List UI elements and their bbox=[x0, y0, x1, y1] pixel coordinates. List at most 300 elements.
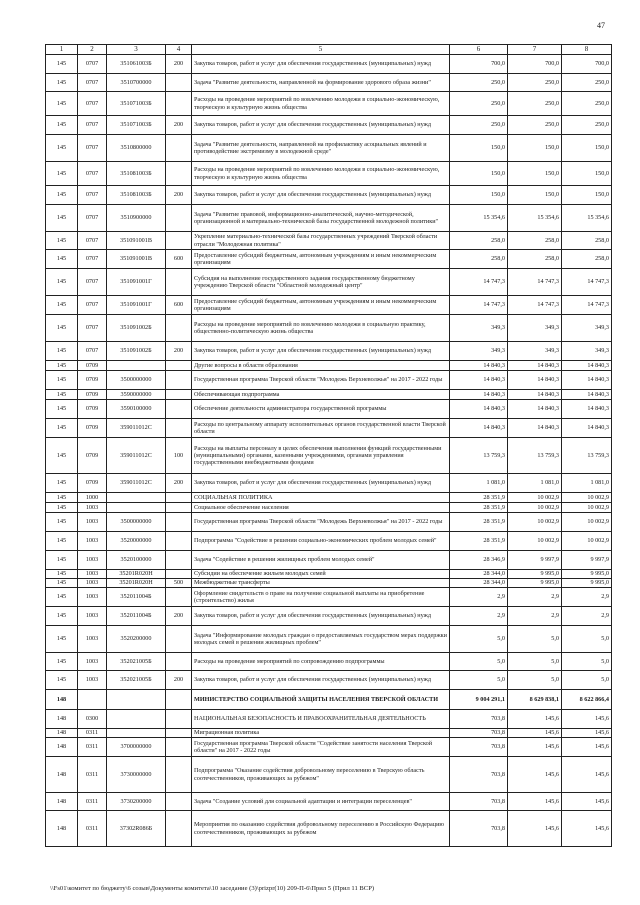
cell-amount-col8: 145,6 bbox=[562, 738, 612, 757]
cell-expense-type: 200 bbox=[166, 116, 192, 135]
cell-target-code: 351071003Б bbox=[107, 116, 166, 135]
table-row bbox=[46, 811, 612, 847]
cell-amount-col6: 703,8 bbox=[450, 793, 508, 811]
cell-expense-type bbox=[166, 361, 192, 371]
cell-section-code: 1003 bbox=[78, 532, 107, 551]
cell-admin-code: 145 bbox=[46, 474, 78, 493]
cell-amount-col8: 2,9 bbox=[562, 607, 612, 626]
cell-description: Задача "Создание условий для социальной адаптации и интеграции переселенцев" bbox=[192, 793, 450, 811]
cell-amount-col7: 14 840,3 bbox=[508, 400, 562, 419]
cell-amount-col6: 703,8 bbox=[450, 729, 508, 738]
cell-admin-code: 145 bbox=[46, 162, 78, 186]
cell-admin-code: 145 bbox=[46, 513, 78, 532]
cell-description: Предоставление субсидий бюджетным, автономным учреждениям и иным некоммерческим организациям bbox=[192, 296, 450, 315]
cell-amount-col8: 14 747,3 bbox=[562, 296, 612, 315]
cell-section-code: 0707 bbox=[78, 269, 107, 296]
cell-amount-col7: 10 002,9 bbox=[508, 503, 562, 513]
cell-target-code: 35201R020H bbox=[107, 579, 166, 588]
cell-amount-col8: 14 840,3 bbox=[562, 390, 612, 400]
cell-amount-col6: 349,3 bbox=[450, 315, 508, 342]
cell-amount-col8: 258,0 bbox=[562, 232, 612, 250]
table-row bbox=[46, 710, 612, 729]
cell-expense-type: 600 bbox=[166, 296, 192, 315]
cell-target-code: 3500000000 bbox=[107, 513, 166, 532]
cell-description: Закупка товаров, работ и услуг для обеспечения государственных (муниципальных) нужд bbox=[192, 116, 450, 135]
cell-section-code bbox=[78, 690, 107, 710]
cell-expense-type: 200 bbox=[166, 671, 192, 690]
cell-expense-type bbox=[166, 74, 192, 92]
cell-description: Мероприятия по оказанию содействия добровольному переселению в Российскую Федерацию соотечественников, проживающих за рубежом bbox=[192, 811, 450, 847]
table-row bbox=[46, 579, 612, 588]
table-row bbox=[46, 503, 612, 513]
table-row bbox=[46, 690, 612, 710]
cell-expense-type bbox=[166, 690, 192, 710]
cell-target-code: 37302R086Б bbox=[107, 811, 166, 847]
cell-amount-col8: 14 840,3 bbox=[562, 371, 612, 390]
cell-admin-code: 145 bbox=[46, 493, 78, 503]
cell-admin-code: 145 bbox=[46, 653, 78, 671]
cell-description: Оформление свидетельств о праве на получение социальной выплаты на приобретение (строительство) жилья bbox=[192, 588, 450, 607]
cell-target-code: 351061003Б bbox=[107, 55, 166, 74]
cell-description: Расходы на проведение мероприятий по вовлечению молодежи в социально-экономическую, творческую и культурную жизнь общества bbox=[192, 162, 450, 186]
cell-admin-code: 148 bbox=[46, 757, 78, 793]
cell-amount-col6: 703,8 bbox=[450, 738, 508, 757]
cell-amount-col7: 14 840,3 bbox=[508, 361, 562, 371]
cell-amount-col6: 28 344,0 bbox=[450, 579, 508, 588]
cell-amount-col8: 9 997,9 bbox=[562, 551, 612, 570]
cell-expense-type bbox=[166, 811, 192, 847]
cell-admin-code: 145 bbox=[46, 400, 78, 419]
cell-admin-code: 145 bbox=[46, 579, 78, 588]
cell-amount-col7: 1 081,0 bbox=[508, 474, 562, 493]
table-row bbox=[46, 729, 612, 738]
cell-expense-type bbox=[166, 710, 192, 729]
cell-amount-col7: 150,0 bbox=[508, 135, 562, 162]
cell-amount-col8: 258,0 bbox=[562, 250, 612, 269]
cell-amount-col6: 349,3 bbox=[450, 342, 508, 361]
cell-target-code: 352011004Б bbox=[107, 607, 166, 626]
cell-description: Подпрограмма "Оказание содействия добровольному переселению в Тверскую область соотечественников, проживающих за рубежом" bbox=[192, 757, 450, 793]
table-row bbox=[46, 74, 612, 92]
cell-admin-code: 145 bbox=[46, 390, 78, 400]
cell-amount-col6: 5,0 bbox=[450, 653, 508, 671]
cell-section-code: 0709 bbox=[78, 419, 107, 438]
cell-amount-col7: 14 747,3 bbox=[508, 269, 562, 296]
cell-amount-col8: 5,0 bbox=[562, 653, 612, 671]
cell-section-code: 0311 bbox=[78, 738, 107, 757]
cell-description: Расходы на выплаты персоналу в целях обеспечения выполнения функций государственными (муниципальными) органами, казенными учреждениями, органами управления государственными внебюджетными фондами bbox=[192, 438, 450, 474]
cell-expense-type bbox=[166, 269, 192, 296]
cell-amount-col7: 14 840,3 bbox=[508, 371, 562, 390]
cell-amount-col8: 145,6 bbox=[562, 757, 612, 793]
cell-expense-type: 500 bbox=[166, 579, 192, 588]
cell-expense-type bbox=[166, 135, 192, 162]
cell-amount-col8: 1 081,0 bbox=[562, 474, 612, 493]
cell-admin-code: 145 bbox=[46, 342, 78, 361]
cell-target-code: 351091001В bbox=[107, 232, 166, 250]
cell-description: Субсидия на выполнение государственного задания государственному бюджетному учреждению Тверской области "Областной молодежный центр" bbox=[192, 269, 450, 296]
cell-section-code: 0311 bbox=[78, 757, 107, 793]
cell-admin-code: 145 bbox=[46, 438, 78, 474]
cell-admin-code: 145 bbox=[46, 186, 78, 205]
cell-section-code: 1003 bbox=[78, 626, 107, 653]
cell-target-code: 351091001Г bbox=[107, 296, 166, 315]
cell-amount-col6: 14 840,3 bbox=[450, 371, 508, 390]
cell-expense-type bbox=[166, 570, 192, 579]
cell-amount-col7: 250,0 bbox=[508, 92, 562, 116]
cell-admin-code: 145 bbox=[46, 419, 78, 438]
cell-target-code: 359011012С bbox=[107, 419, 166, 438]
cell-description: Закупка товаров, работ и услуг для обеспечения государственных (муниципальных) нужд bbox=[192, 671, 450, 690]
cell-amount-col7: 258,0 bbox=[508, 232, 562, 250]
cell-description: Закупка товаров, работ и услуг для обеспечения государственных (муниципальных) нужд bbox=[192, 607, 450, 626]
cell-target-code: 351091002Б bbox=[107, 315, 166, 342]
cell-section-code: 1003 bbox=[78, 503, 107, 513]
cell-target-code bbox=[107, 690, 166, 710]
cell-amount-col6: 15 354,6 bbox=[450, 205, 508, 232]
cell-admin-code: 145 bbox=[46, 232, 78, 250]
cell-expense-type bbox=[166, 419, 192, 438]
cell-target-code: 3590100000 bbox=[107, 400, 166, 419]
cell-amount-col7: 145,6 bbox=[508, 811, 562, 847]
cell-target-code: 352021005Б bbox=[107, 671, 166, 690]
cell-expense-type: 200 bbox=[166, 342, 192, 361]
cell-amount-col6: 1 081,0 bbox=[450, 474, 508, 493]
cell-amount-col8: 150,0 bbox=[562, 162, 612, 186]
cell-expense-type bbox=[166, 729, 192, 738]
cell-amount-col6: 14 747,3 bbox=[450, 269, 508, 296]
cell-amount-col7: 14 747,3 bbox=[508, 296, 562, 315]
column-header: 6 bbox=[450, 45, 508, 55]
cell-section-code: 1003 bbox=[78, 551, 107, 570]
table-row bbox=[46, 738, 612, 757]
cell-section-code: 1003 bbox=[78, 570, 107, 579]
cell-amount-col8: 150,0 bbox=[562, 186, 612, 205]
cell-section-code: 1003 bbox=[78, 513, 107, 532]
cell-amount-col8: 10 002,9 bbox=[562, 503, 612, 513]
table-row bbox=[46, 532, 612, 551]
cell-admin-code: 145 bbox=[46, 626, 78, 653]
cell-target-code: 352011004Б bbox=[107, 588, 166, 607]
cell-expense-type bbox=[166, 588, 192, 607]
cell-amount-col8: 14 840,3 bbox=[562, 419, 612, 438]
cell-expense-type bbox=[166, 232, 192, 250]
cell-admin-code: 148 bbox=[46, 811, 78, 847]
table-row bbox=[46, 390, 612, 400]
cell-amount-col6: 150,0 bbox=[450, 135, 508, 162]
cell-amount-col6: 258,0 bbox=[450, 232, 508, 250]
cell-section-code: 0707 bbox=[78, 162, 107, 186]
cell-description: Закупка товаров, работ и услуг для обеспечения государственных (муниципальных) нужд bbox=[192, 55, 450, 74]
cell-amount-col6: 14 840,3 bbox=[450, 390, 508, 400]
cell-amount-col6: 14 840,3 bbox=[450, 361, 508, 371]
cell-admin-code: 145 bbox=[46, 296, 78, 315]
cell-description: НАЦИОНАЛЬНАЯ БЕЗОПАСНОСТЬ И ПРАВООХРАНИТЕЛЬНАЯ ДЕЯТЕЛЬНОСТЬ bbox=[192, 710, 450, 729]
column-header: 7 bbox=[508, 45, 562, 55]
cell-amount-col6: 14 840,3 bbox=[450, 419, 508, 438]
cell-amount-col7: 349,3 bbox=[508, 315, 562, 342]
column-header: 4 bbox=[166, 45, 192, 55]
cell-amount-col6: 703,8 bbox=[450, 710, 508, 729]
table-row bbox=[46, 250, 612, 269]
cell-section-code: 0707 bbox=[78, 92, 107, 116]
cell-expense-type bbox=[166, 551, 192, 570]
table-row bbox=[46, 135, 612, 162]
cell-amount-col8: 10 002,9 bbox=[562, 493, 612, 503]
cell-target-code: 351081003Б bbox=[107, 162, 166, 186]
cell-description: Обеспечение деятельности администратора государственной программы bbox=[192, 400, 450, 419]
cell-description: Расходы по центральному аппарату исполнительных органов государственной власти Тверской области bbox=[192, 419, 450, 438]
cell-description: Задача "Развитие правовой, информационно-аналитической, научно-методической, организационной и материально-технической базы государственной молодежной политики" bbox=[192, 205, 450, 232]
cell-amount-col6: 28 351,9 bbox=[450, 513, 508, 532]
cell-section-code: 0311 bbox=[78, 793, 107, 811]
cell-amount-col7: 2,9 bbox=[508, 607, 562, 626]
cell-expense-type bbox=[166, 205, 192, 232]
cell-expense-type: 200 bbox=[166, 55, 192, 74]
cell-amount-col7: 8 629 838,1 bbox=[508, 690, 562, 710]
cell-amount-col7: 145,6 bbox=[508, 710, 562, 729]
cell-amount-col6: 150,0 bbox=[450, 162, 508, 186]
cell-admin-code: 145 bbox=[46, 92, 78, 116]
cell-description: Субсидии на обеспечение жильем молодых семей bbox=[192, 570, 450, 579]
page-number: 47 bbox=[597, 21, 605, 30]
table-row bbox=[46, 342, 612, 361]
cell-section-code: 0707 bbox=[78, 74, 107, 92]
cell-target-code bbox=[107, 710, 166, 729]
table-row bbox=[46, 757, 612, 793]
cell-target-code bbox=[107, 729, 166, 738]
table-row bbox=[46, 671, 612, 690]
cell-section-code: 1003 bbox=[78, 671, 107, 690]
cell-target-code: 352021005Б bbox=[107, 653, 166, 671]
cell-expense-type bbox=[166, 626, 192, 653]
cell-amount-col6: 2,9 bbox=[450, 588, 508, 607]
cell-amount-col7: 349,3 bbox=[508, 342, 562, 361]
cell-section-code: 0311 bbox=[78, 729, 107, 738]
cell-description: Государственная программа Тверской области "Содействие занятости населения Тверской области" на 2017 - 2022 годы bbox=[192, 738, 450, 757]
cell-expense-type bbox=[166, 315, 192, 342]
table-row bbox=[46, 419, 612, 438]
cell-amount-col7: 700,0 bbox=[508, 55, 562, 74]
cell-target-code: 3520100000 bbox=[107, 551, 166, 570]
cell-amount-col8: 14 747,3 bbox=[562, 269, 612, 296]
cell-amount-col7: 5,0 bbox=[508, 653, 562, 671]
cell-amount-col7: 14 840,3 bbox=[508, 419, 562, 438]
cell-amount-col6: 28 344,0 bbox=[450, 570, 508, 579]
cell-amount-col6: 28 351,9 bbox=[450, 503, 508, 513]
cell-amount-col8: 13 759,3 bbox=[562, 438, 612, 474]
table-row bbox=[46, 438, 612, 474]
cell-amount-col7: 14 840,3 bbox=[508, 390, 562, 400]
cell-amount-col6: 5,0 bbox=[450, 626, 508, 653]
table-row bbox=[46, 186, 612, 205]
table-row bbox=[46, 361, 612, 371]
cell-description: Задача "Развитие деятельности, направленной на формирование здорового образа жизни" bbox=[192, 74, 450, 92]
table-row bbox=[46, 269, 612, 296]
table-row bbox=[46, 92, 612, 116]
cell-section-code: 1000 bbox=[78, 493, 107, 503]
cell-amount-col6: 250,0 bbox=[450, 92, 508, 116]
cell-target-code: 3520200000 bbox=[107, 626, 166, 653]
table-header-row bbox=[46, 45, 612, 55]
cell-amount-col8: 145,6 bbox=[562, 811, 612, 847]
cell-description: Другие вопросы в области образования bbox=[192, 361, 450, 371]
cell-amount-col7: 250,0 bbox=[508, 74, 562, 92]
cell-description: Расходы на проведение мероприятий по сопровождению подпрограммы bbox=[192, 653, 450, 671]
cell-expense-type bbox=[166, 757, 192, 793]
cell-expense-type bbox=[166, 653, 192, 671]
cell-admin-code: 145 bbox=[46, 503, 78, 513]
table-row bbox=[46, 551, 612, 570]
cell-amount-col8: 10 002,9 bbox=[562, 513, 612, 532]
cell-expense-type bbox=[166, 793, 192, 811]
cell-section-code: 1003 bbox=[78, 607, 107, 626]
table-row bbox=[46, 315, 612, 342]
budget-table bbox=[45, 44, 612, 847]
table-row bbox=[46, 55, 612, 74]
table-row bbox=[46, 296, 612, 315]
cell-amount-col6: 13 759,3 bbox=[450, 438, 508, 474]
cell-amount-col8: 8 622 866,4 bbox=[562, 690, 612, 710]
cell-section-code: 1003 bbox=[78, 588, 107, 607]
column-header: 1 bbox=[46, 45, 78, 55]
cell-description: Государственная программа Тверской области "Молодежь Верхневолжья" на 2017 - 2022 годы bbox=[192, 371, 450, 390]
cell-target-code: 3730000000 bbox=[107, 757, 166, 793]
cell-amount-col6: 28 351,9 bbox=[450, 532, 508, 551]
cell-section-code: 0709 bbox=[78, 474, 107, 493]
cell-description: Закупка товаров, работ и услуг для обеспечения государственных (муниципальных) нужд bbox=[192, 342, 450, 361]
cell-target-code: 351071003Б bbox=[107, 92, 166, 116]
cell-amount-col8: 15 354,6 bbox=[562, 205, 612, 232]
cell-target-code: 3510700000 bbox=[107, 74, 166, 92]
cell-admin-code: 145 bbox=[46, 570, 78, 579]
cell-amount-col7: 250,0 bbox=[508, 116, 562, 135]
cell-admin-code: 145 bbox=[46, 551, 78, 570]
cell-description: МИНИСТЕРСТВО СОЦИАЛЬНОЙ ЗАЩИТЫ НАСЕЛЕНИЯ ТВЕРСКОЙ ОБЛАСТИ bbox=[192, 690, 450, 710]
cell-amount-col8: 14 840,3 bbox=[562, 361, 612, 371]
cell-description: Закупка товаров, работ и услуг для обеспечения государственных (муниципальных) нужд bbox=[192, 186, 450, 205]
cell-section-code: 0300 bbox=[78, 710, 107, 729]
table-body bbox=[46, 55, 612, 847]
cell-amount-col8: 5,0 bbox=[562, 626, 612, 653]
cell-amount-col7: 10 002,9 bbox=[508, 493, 562, 503]
column-header: 8 bbox=[562, 45, 612, 55]
cell-description: Задача "Информирование молодых граждан о предоставляемых государством мерах поддержки молодых семей в решении жилищных проблем" bbox=[192, 626, 450, 653]
table-row bbox=[46, 474, 612, 493]
cell-amount-col8: 9 995,0 bbox=[562, 579, 612, 588]
cell-description: Государственная программа Тверской области "Молодежь Верхневолжья" на 2017 - 2022 годы bbox=[192, 513, 450, 532]
cell-description: Расходы на проведение мероприятий по вовлечению молодежи в социально-экономическую, творческую и культурную жизнь общества bbox=[192, 92, 450, 116]
cell-target-code: 351081003Б bbox=[107, 186, 166, 205]
cell-expense-type bbox=[166, 400, 192, 419]
cell-admin-code: 145 bbox=[46, 250, 78, 269]
cell-amount-col7: 5,0 bbox=[508, 671, 562, 690]
cell-description: Задача "Содействие в решении жилищных проблем молодых семей" bbox=[192, 551, 450, 570]
table-row bbox=[46, 607, 612, 626]
column-header: 5 bbox=[192, 45, 450, 55]
table-row bbox=[46, 116, 612, 135]
cell-admin-code: 148 bbox=[46, 729, 78, 738]
cell-expense-type bbox=[166, 513, 192, 532]
cell-section-code: 0707 bbox=[78, 205, 107, 232]
cell-admin-code: 145 bbox=[46, 371, 78, 390]
cell-amount-col8: 2,9 bbox=[562, 588, 612, 607]
cell-amount-col8: 145,6 bbox=[562, 710, 612, 729]
cell-amount-col6: 150,0 bbox=[450, 186, 508, 205]
cell-expense-type bbox=[166, 371, 192, 390]
cell-expense-type bbox=[166, 493, 192, 503]
cell-description: Закупка товаров, работ и услуг для обеспечения государственных (муниципальных) нужд bbox=[192, 474, 450, 493]
cell-description: Обеспечивающая подпрограмма bbox=[192, 390, 450, 400]
cell-description: Социальное обеспечение населения bbox=[192, 503, 450, 513]
table-row bbox=[46, 653, 612, 671]
cell-target-code: 35201R020H bbox=[107, 570, 166, 579]
cell-expense-type bbox=[166, 503, 192, 513]
table-row bbox=[46, 793, 612, 811]
cell-admin-code: 145 bbox=[46, 671, 78, 690]
cell-amount-col8: 9 995,0 bbox=[562, 570, 612, 579]
cell-amount-col6: 9 004 291,1 bbox=[450, 690, 508, 710]
cell-expense-type bbox=[166, 390, 192, 400]
cell-amount-col6: 2,9 bbox=[450, 607, 508, 626]
cell-amount-col6: 14 840,3 bbox=[450, 400, 508, 419]
cell-target-code: 3700000000 bbox=[107, 738, 166, 757]
cell-section-code: 0707 bbox=[78, 55, 107, 74]
cell-amount-col6: 258,0 bbox=[450, 250, 508, 269]
table-row bbox=[46, 371, 612, 390]
cell-section-code: 1003 bbox=[78, 579, 107, 588]
cell-expense-type: 200 bbox=[166, 474, 192, 493]
table-row bbox=[46, 232, 612, 250]
cell-admin-code: 145 bbox=[46, 74, 78, 92]
cell-amount-col8: 250,0 bbox=[562, 116, 612, 135]
cell-amount-col7: 9 997,9 bbox=[508, 551, 562, 570]
cell-amount-col8: 145,6 bbox=[562, 729, 612, 738]
cell-expense-type: 600 bbox=[166, 250, 192, 269]
cell-amount-col7: 2,9 bbox=[508, 588, 562, 607]
cell-target-code: 3730200000 bbox=[107, 793, 166, 811]
cell-amount-col7: 145,6 bbox=[508, 738, 562, 757]
cell-expense-type bbox=[166, 738, 192, 757]
cell-amount-col7: 9 995,0 bbox=[508, 570, 562, 579]
file-path-footer: \\Fs01\комитет по бюджету\6 созыв\Документы комитета\10 заседание (3)\prizpr(10) 209-П-6\Прил 5 (Прил 11 ВСР) bbox=[50, 885, 375, 892]
cell-section-code: 0709 bbox=[78, 438, 107, 474]
cell-amount-col8: 5,0 bbox=[562, 671, 612, 690]
cell-amount-col7: 13 759,3 bbox=[508, 438, 562, 474]
cell-expense-type bbox=[166, 162, 192, 186]
cell-target-code: 351091001В bbox=[107, 250, 166, 269]
cell-section-code: 0707 bbox=[78, 296, 107, 315]
cell-amount-col7: 145,6 bbox=[508, 793, 562, 811]
cell-expense-type bbox=[166, 532, 192, 551]
cell-admin-code: 145 bbox=[46, 315, 78, 342]
table-row bbox=[46, 513, 612, 532]
cell-amount-col7: 150,0 bbox=[508, 162, 562, 186]
cell-description: Межбюджетные трансферты bbox=[192, 579, 450, 588]
cell-amount-col7: 10 002,9 bbox=[508, 532, 562, 551]
cell-target-code bbox=[107, 493, 166, 503]
table-row bbox=[46, 205, 612, 232]
cell-section-code: 0707 bbox=[78, 186, 107, 205]
cell-amount-col8: 700,0 bbox=[562, 55, 612, 74]
column-header: 2 bbox=[78, 45, 107, 55]
cell-section-code: 0709 bbox=[78, 390, 107, 400]
cell-admin-code: 148 bbox=[46, 738, 78, 757]
table-row bbox=[46, 400, 612, 419]
cell-description: Укрепление материально-технической базы государственных учреждений Тверской области отрасли "Молодежная политика" bbox=[192, 232, 450, 250]
cell-target-code bbox=[107, 503, 166, 513]
cell-admin-code: 145 bbox=[46, 361, 78, 371]
